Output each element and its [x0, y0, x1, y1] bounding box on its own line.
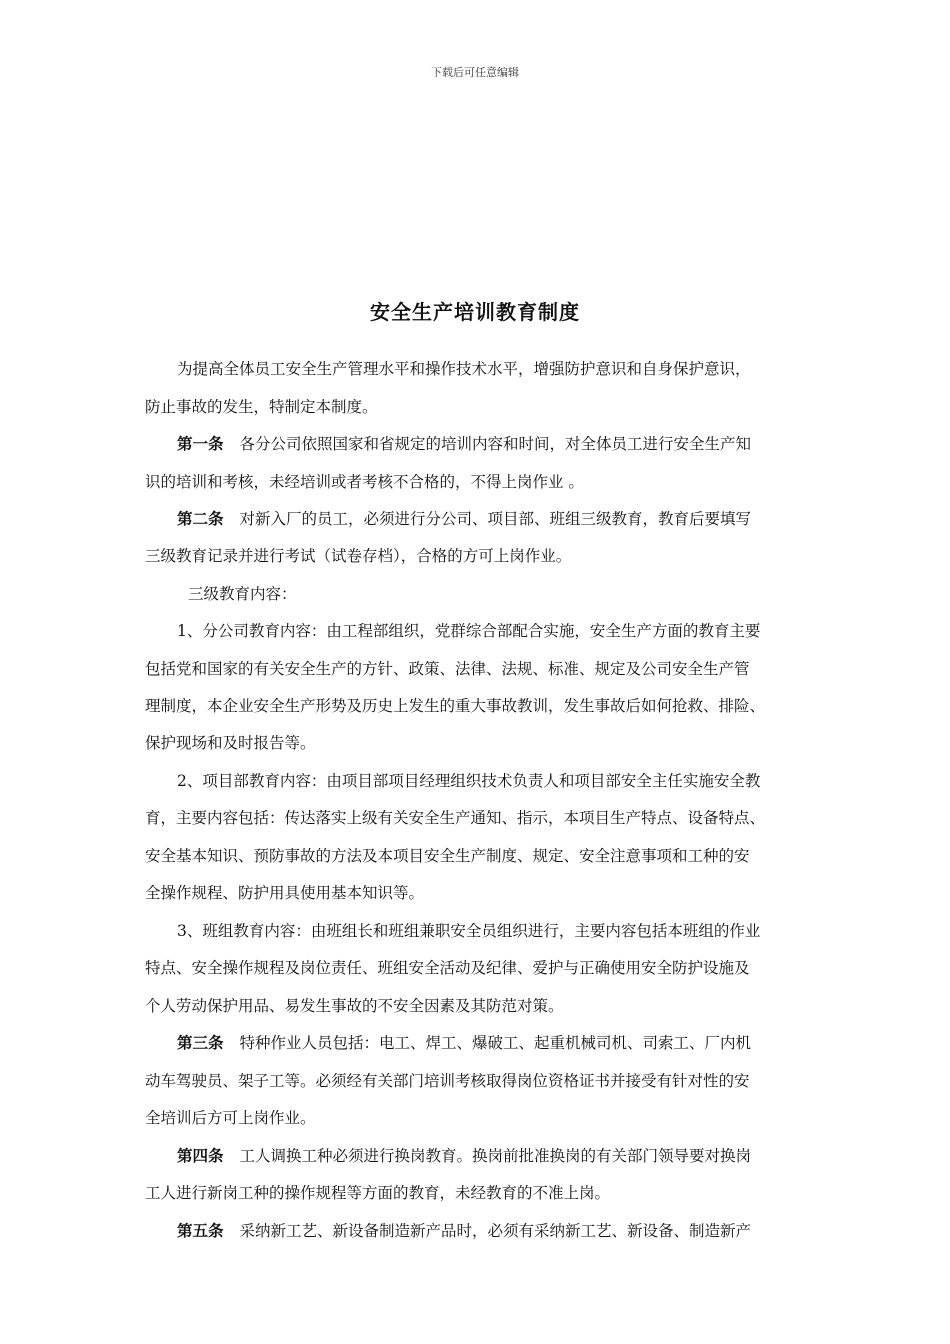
article-label: 第二条 [177, 509, 224, 528]
paragraph-line [177, 771, 760, 791]
line-text: 对新入厂的员工，必须进行分公司、项目部、班组三级教育，教育后要填写 [239, 510, 752, 528]
paragraph-line [145, 1183, 610, 1203]
line-text: 识的培训和考核，未经培训或者考核不合格的，不得上岗作业 。 [145, 473, 584, 491]
header-watermark: 下载后可任意编辑 [431, 66, 519, 79]
line-text: 3、班组教育内容：由班组长和班组兼职安全员组织进行，主要内容包括本班组的作业 [177, 922, 761, 940]
article-line [177, 1221, 751, 1241]
paragraph-line [188, 584, 297, 604]
paragraph-line [177, 921, 760, 941]
line-text: 三级教育记录并进行考试（试卷存档），合格的方可上岗作业。 [145, 547, 572, 565]
paragraph-line [145, 846, 750, 866]
line-text: 保护现场和及时报告等。 [145, 734, 316, 752]
paragraph-line [145, 1108, 316, 1128]
paragraph-line [177, 359, 751, 379]
line-text: 动车驾驶员、架子工等。必须经有关部门培训考核取得岗位资格证书并接受有针对性的安 [145, 1072, 750, 1090]
line-text: 全操作规程、防护用具使用基本知识等。 [145, 884, 425, 902]
line-text: 1、分公司教育内容：由工程部组织，党群综合部配合实施，安全生产方面的教育主要 [177, 622, 761, 640]
line-text: 个人劳动保护用品、易发生事故的不安全因素及其防范对策。 [145, 997, 564, 1015]
line-text: 安全基本知识、预防事故的方法及本项目安全生产制度、规定、安全注意事项和工种的安 [145, 847, 750, 865]
paragraph-line [177, 621, 760, 641]
paragraph-line [145, 397, 378, 417]
line-text: 包括党和国家的有关安全生产的方针、政策、法律、法规、标准、规定及公司安全生产管 [145, 660, 750, 678]
paragraph-line [145, 546, 571, 566]
paragraph-line [145, 808, 765, 828]
line-text: 为提高全体员工安全生产管理水平和操作技术水平，增强防护意识和自身保护意识， [177, 360, 751, 378]
article-label: 第五条 [177, 1221, 224, 1240]
paragraph-line [145, 883, 424, 903]
paragraph-line [145, 1071, 750, 1091]
paragraph-line [145, 659, 750, 679]
document-title: 安全生产培训教育制度 [370, 300, 580, 324]
line-text: 理制度，本企业安全生产形势及历史上发生的重大事故教训，发生事故后如何抢救、排险、 [145, 697, 766, 715]
article-line [177, 434, 751, 454]
article-line [177, 1033, 751, 1053]
article-line [177, 1146, 751, 1166]
paragraph-line [145, 996, 564, 1016]
paragraph-line [145, 733, 316, 753]
line-text: 工人调换工种必须进行换岗教育。换岗前批准换岗的有关部门领导要对换岗 [239, 1147, 752, 1165]
line-text: 三级教育内容： [188, 585, 297, 603]
line-text: 育，主要内容包括：传达落实上级有关安全生产通知、指示，本项目生产特点、设备特点、 [145, 809, 766, 827]
line-text: 全培训后方可上岗作业。 [145, 1109, 316, 1127]
article-label: 第三条 [177, 1033, 224, 1052]
article-line [177, 509, 751, 529]
line-text: 特种作业人员包括：电工、焊工、爆破工、起重机械司机、司索工、厂内机 [239, 1034, 752, 1052]
paragraph-line [145, 472, 584, 492]
line-text: 各分公司依照国家和省规定的培训内容和时间，对全体员工进行安全生产知 [239, 435, 752, 453]
line-text: 特点、安全操作规程及岗位责任、班组安全活动及纪律、爱护与正确使用安全防护设施及 [145, 959, 750, 977]
line-text: 采纳新工艺、新设备制造新产品时，必须有采纳新工艺、新设备、制造新产 [239, 1222, 752, 1240]
article-label: 第一条 [177, 434, 224, 453]
line-text: 2、项目部教育内容：由项目部项目经理组织技术负责人和项目部安全主任实施安全教 [177, 772, 761, 790]
line-text: 工人进行新岗工种的操作规程等方面的教育，未经教育的不准上岗。 [145, 1184, 611, 1202]
paragraph-line [145, 958, 750, 978]
article-label: 第四条 [177, 1146, 224, 1165]
line-text: 防止事故的发生，特制定本制度。 [145, 398, 378, 416]
paragraph-line [145, 696, 765, 716]
